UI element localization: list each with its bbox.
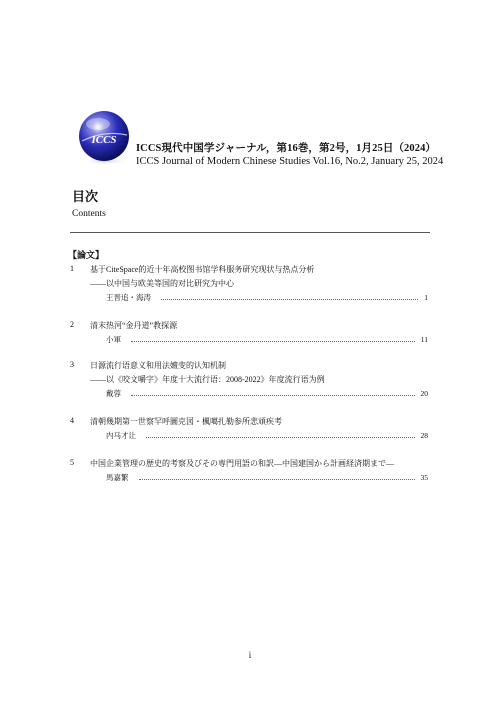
toc-entry-page: 20 xyxy=(420,389,428,398)
journal-title-japanese: ICCS現代中国学ジャーナル，第16巻，第2号，1月25日（2024） xyxy=(136,143,437,154)
toc-entry-page: 35 xyxy=(420,473,428,482)
toc-entry-subtitle: ――以中国与欧美等国的对比研究为中心 xyxy=(90,279,234,288)
toc-entry-author: 王晋追・海涛 xyxy=(106,293,151,302)
toc-entry-author-row xyxy=(106,472,428,483)
toc-entry-number: 2 xyxy=(70,320,74,329)
toc-entry-title[interactable]: 基于CiteSpace的近十年高校图书馆学科服务研究现状与热点分析 xyxy=(90,265,315,274)
toc-entry-title[interactable]: 清朝幾期第一世察罕呼圖克図・楓噶扎勒参所悲頑疾考 xyxy=(90,417,282,426)
toc-entry-author: 戴蓉 xyxy=(106,389,121,398)
dot-leader xyxy=(146,437,415,438)
dot-leader xyxy=(139,479,415,480)
section-label-papers: 【論文】 xyxy=(68,250,105,260)
toc-entry-page: 28 xyxy=(420,431,428,440)
logo-text: ICCS xyxy=(91,134,117,146)
dot-leader xyxy=(131,341,415,342)
divider-rule xyxy=(70,232,430,233)
toc-entry-number: 4 xyxy=(70,416,74,425)
toc-entry-author-row xyxy=(106,292,428,303)
page-number: i xyxy=(248,650,252,660)
journal-logo-globe xyxy=(74,108,134,168)
toc-entry-author: 馬嘉繁 xyxy=(106,473,129,482)
toc-entry-number: 1 xyxy=(70,264,74,273)
toc-entry-author: 小軍 xyxy=(106,335,121,344)
toc-entry-author-row xyxy=(106,334,428,345)
toc-entry-title[interactable]: 日源流行语意义和用法嬗变的认知机制 xyxy=(90,361,226,370)
toc-entry-author: 内马才让 xyxy=(106,431,136,440)
toc-entry-author-row xyxy=(106,388,428,399)
journal-title-english: ICCS Journal of Modern Chinese Studies Vol.16, No.2, January 25, 2024 xyxy=(136,156,444,167)
toc-heading-english: Contents xyxy=(72,209,106,219)
dot-leader xyxy=(131,395,415,396)
toc-entry-subtitle: ――以《咬文嚼字》年度十大流行语：2008-2022》年度流行语为例 xyxy=(90,375,325,384)
toc-entry-title[interactable]: 清末热河“金丹道”教探源 xyxy=(90,321,178,330)
dot-leader xyxy=(161,299,418,300)
toc-entry-number: 3 xyxy=(70,360,74,369)
toc-entry-page: 1 xyxy=(424,293,428,302)
toc-heading-japanese: 目次 xyxy=(72,189,99,204)
toc-entry-page: 11 xyxy=(420,335,428,344)
toc-entry-title[interactable]: 中国企業管理の歴史的考察及びその専門用語の和訳―中国建国から計画経済期まで― xyxy=(90,459,394,468)
toc-entry-author-row xyxy=(106,430,428,441)
toc-entry-number: 5 xyxy=(70,458,74,467)
